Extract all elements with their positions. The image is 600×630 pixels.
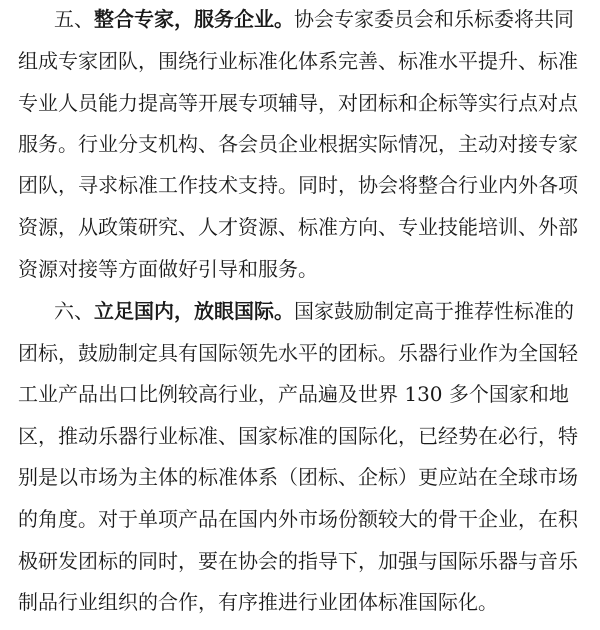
section5-heading: 整合专家，服务企业。 (94, 7, 294, 31)
section5-line-1 (54, 6, 586, 32)
section6-number: 六、 (54, 299, 94, 323)
section5-number: 五、 (54, 7, 94, 31)
section5-text: 协会专家委员会和乐标委将共同 (294, 7, 574, 31)
section5-line-7: 资源对接等方面做好引导和服务。 (18, 257, 318, 281)
section6-line-3: 工业产品出口比例较高行业，产品遍及世界 130 多个国家和地 (18, 382, 569, 406)
section5-line-6: 资源，从政策研究、人才资源、标准方向、专业技能培训、外部 (18, 215, 578, 239)
section5-line-2: 组成专家团队，围绕行业标准化体系完善、标准水平提升、标准 (18, 49, 578, 73)
section5-line-5: 团队，寻求标准工作技术支持。同时，协会将整合行业内外各项 (18, 173, 578, 197)
section6-line-5: 别是以市场为主体的标准体系（团标、企标）更应站在全球市场 (18, 465, 578, 489)
section5-line-4: 服务。行业分支机构、各会员企业根据实际情况，主动对接专家 (18, 132, 578, 156)
section6-heading: 立足国内，放眼国际。 (94, 299, 294, 323)
section6-text: 国家鼓励制定高于推荐性标准的 (294, 299, 574, 323)
section6-line-8: 制品行业组织的合作，有序推进行业团体标准国际化。 (18, 590, 498, 614)
section6-line-7: 极研发团标的同时，要在协会的指导下，加强与国际乐器与音乐 (18, 549, 578, 573)
section6-line-4: 区，推动乐器行业标准、国家标准的国际化，已经势在必行，特 (18, 424, 578, 448)
section6-line-1 (54, 298, 586, 324)
section6-line-6: 的角度。对于单项产品在国内外市场份额较大的骨干企业，在积 (18, 507, 578, 531)
section6-line-2: 团标，鼓励制定具有国际领先水平的团标。乐器行业作为全国轻 (18, 341, 578, 365)
section5-line-3: 专业人员能力提高等开展专项辅导，对团标和企标等实行点对点 (18, 91, 578, 115)
